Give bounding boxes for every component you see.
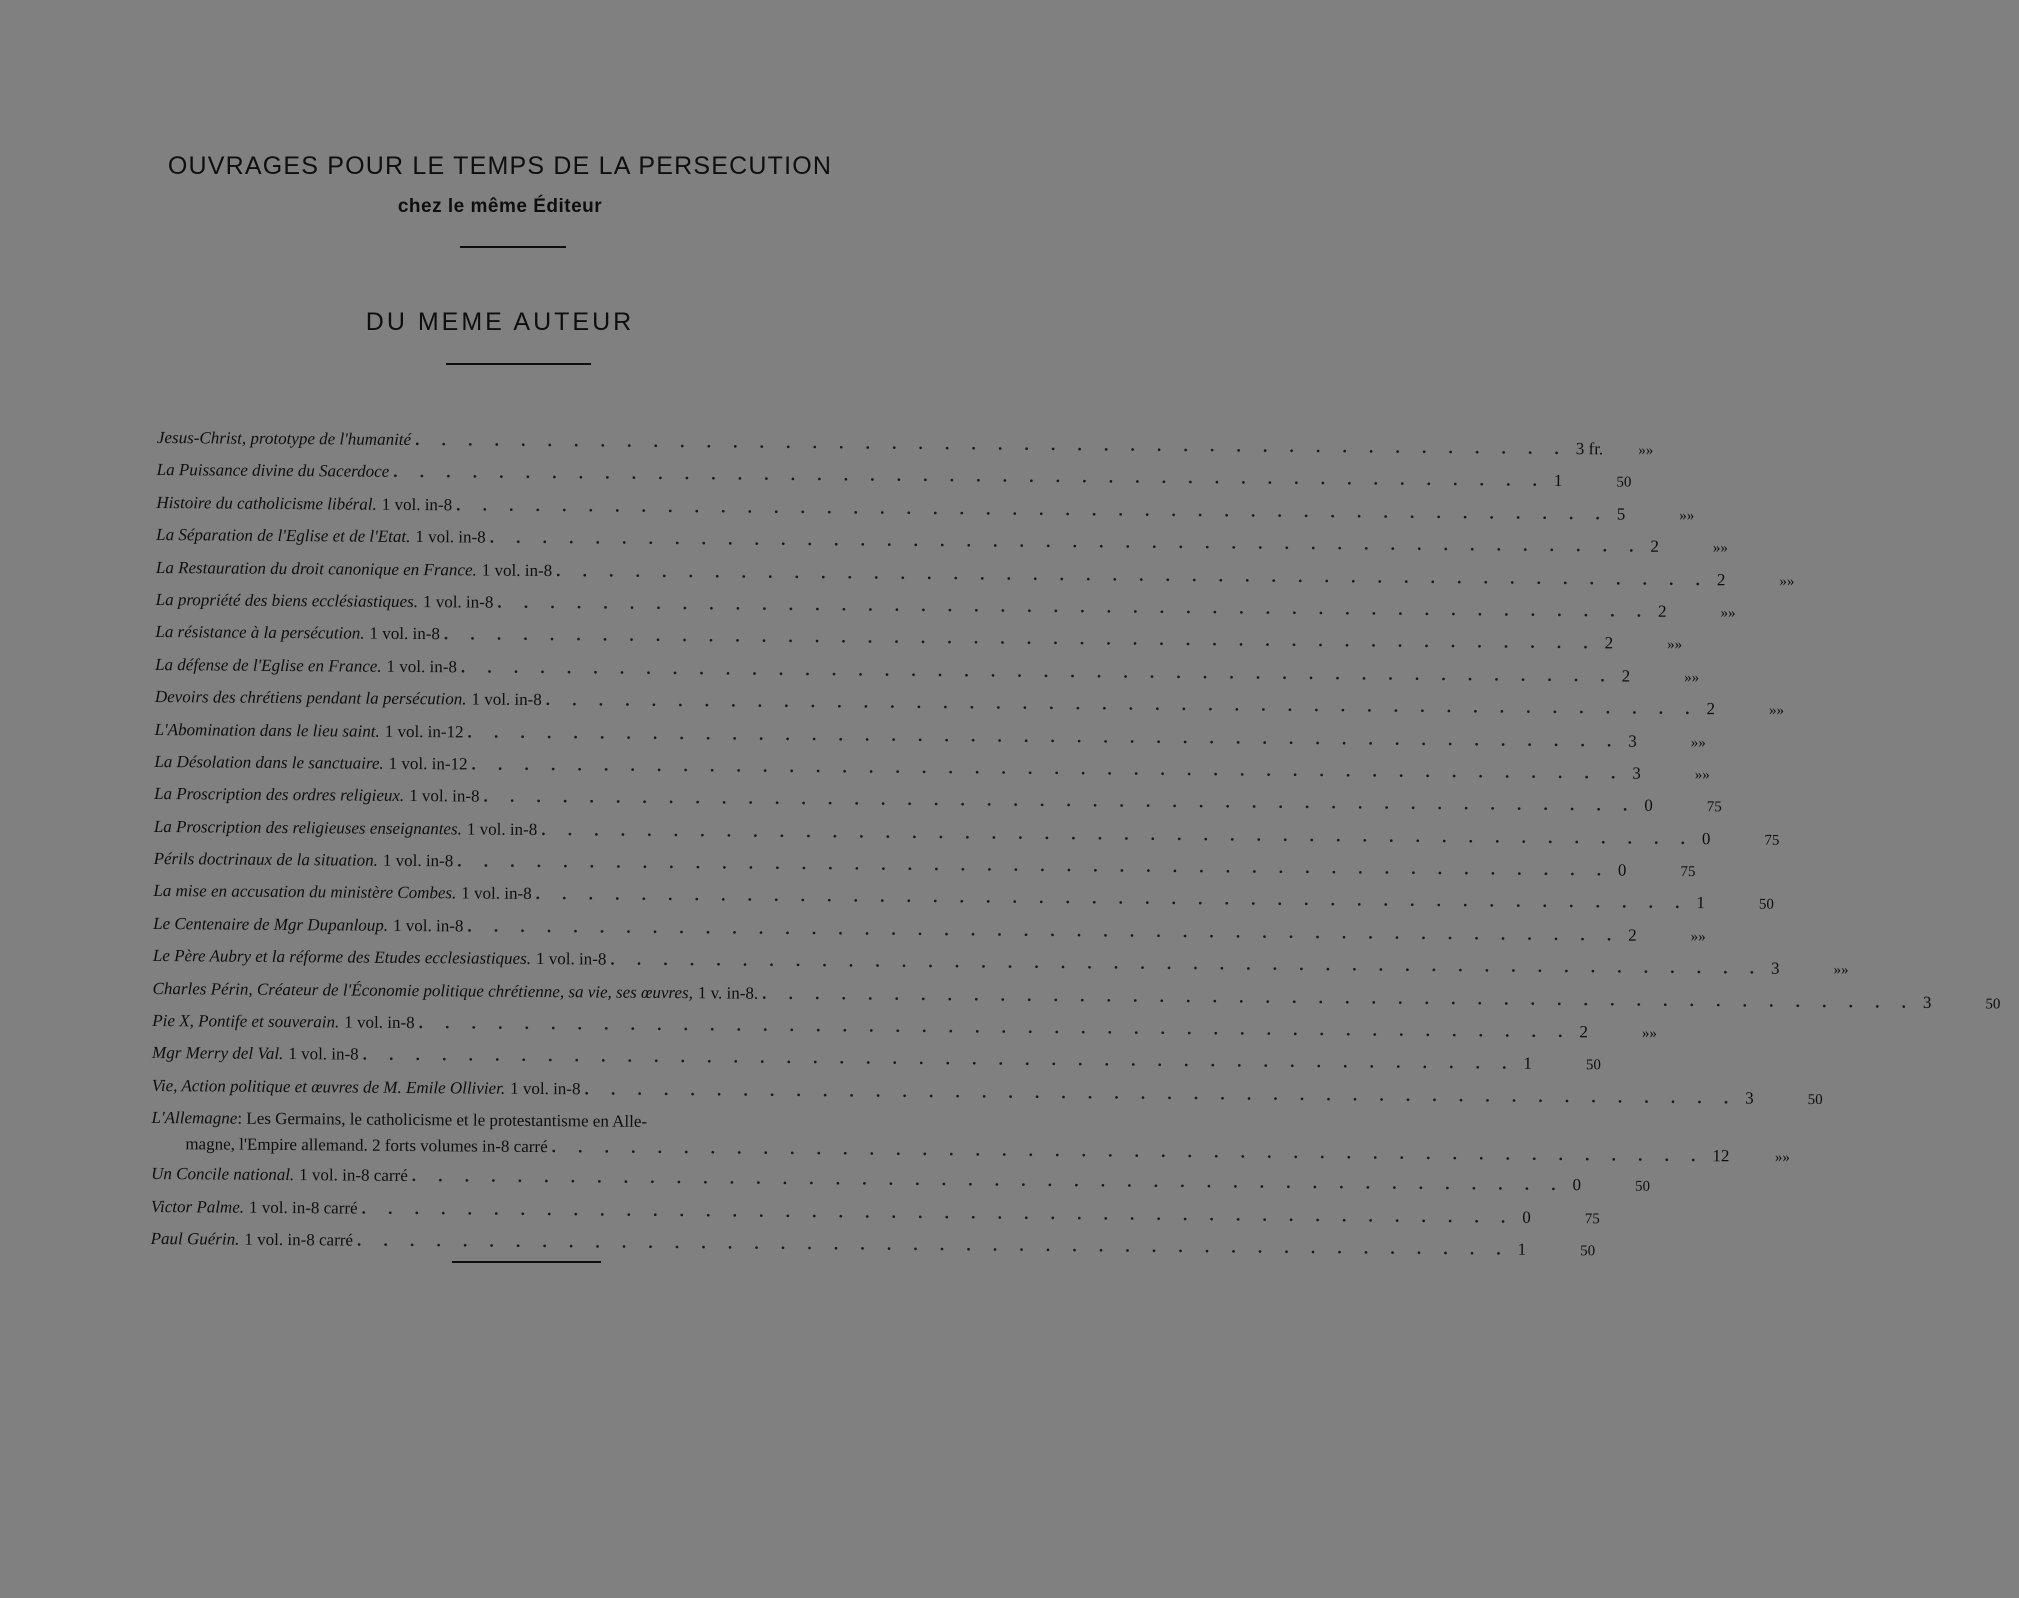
price-centimes: »»	[1641, 1025, 1657, 1042]
dot-leader: . . . . . . . . . . . . . . . . . . . . . . . . . . . . . . . . . . . . . . . . . . . .	[471, 754, 1625, 783]
dot-leader: . . . . . . . . . . . . . . . . . . . . . . . . . . . . . . . . . . . . . . . . . . . .	[483, 786, 1637, 815]
book-title: La résistance à la persécution.	[155, 622, 365, 643]
page-title: OUVRAGES POUR LE TEMPS DE LA PERSECUTION	[167, 152, 833, 180]
book-format: 1 vol. in-8	[386, 656, 458, 677]
dot-leader: . . . . . . . . . . . . . . . . . . . . . . . . . . . . . . . . . . . . . . . . . . . .	[356, 1230, 1510, 1259]
book-format: 1 vol. in-8	[344, 1012, 415, 1033]
book-title: Le Centenaire de Mgr Dupanloup.	[153, 913, 389, 935]
price-centimes: 50	[1634, 1178, 1651, 1195]
dot-leader: . . . . . . . . . . . . . . . . . . . . . . . . . . . . . . . . . . . . . . . . . . . .	[443, 624, 1597, 653]
book-format: 1 vol. in-8	[409, 786, 480, 806]
dot-leader: . . . . . . . . . . . . . . . . . . . . . . . . . . . . . . . . . . . . . . . . . . . .	[584, 1079, 1738, 1108]
price-francs: 0	[1617, 860, 1627, 880]
book-format: 1 vol. in-8	[422, 592, 494, 612]
price-francs: 3	[1632, 763, 1641, 783]
book-title: Un Concile national.	[151, 1164, 295, 1185]
dot-leader: . . . . . . . . . . . . . . . . . . . . . . . . . . . . . . . . . . . . . . . . . . . .	[497, 592, 1651, 621]
dot-leader: . . . . . . . . . . . . . . . . . . . . . . . . . . . . . . . . . . . . . . . . . . . .	[411, 1166, 1565, 1195]
dot-leader: . . . . . . . . . . . . . . . . . . . . . . . . . . . . . . . . . . . . . . . . . . . .	[541, 819, 1695, 848]
price-francs: 2	[1579, 1022, 1588, 1042]
dot-leader: . . . . . . . . . . . . . . . . . . . . . . . . . . . . . . . . . . . . . . . . . . . .	[551, 1137, 1705, 1166]
price-francs: 2	[1658, 601, 1667, 621]
price-francs: 2	[1604, 633, 1614, 653]
price-centimes: »»	[1720, 605, 1736, 622]
book-format: 1 vol. in-8	[510, 1078, 581, 1099]
book-format: 1 vol. in-8	[471, 689, 542, 710]
dot-leader: . . . . . . . . . . . . . . . . . . . . . . . . . . . . . . . . . . . . . . . . . . . .	[456, 495, 1609, 524]
price-centimes: 75	[1680, 864, 1696, 881]
divider-top	[460, 246, 566, 248]
book-title: Charles Périn, Créateur de l'Économie politique chrétienne, sa vie, ses œuvres,	[152, 978, 693, 1002]
book-title: Devoirs des chrétiens pendant la persécution.	[154, 687, 467, 709]
price-francs: 0	[1522, 1207, 1531, 1227]
price-centimes: »»	[1690, 928, 1706, 946]
price-francs: 0	[1644, 795, 1653, 816]
book-format: magne, l'Empire allemand. 2 forts volumes in-8 carré	[185, 1134, 548, 1157]
book-title: La propriété des biens ecclésiastiques.	[155, 589, 419, 612]
book-format: 1 vol. in-8	[415, 527, 486, 547]
book-title: Victor Palme.	[150, 1196, 245, 1217]
book-title: L'Allemagne	[151, 1108, 238, 1128]
divider-middle	[446, 363, 591, 365]
price-francs: 3	[1922, 992, 1932, 1012]
price-francs: 2	[1621, 666, 1631, 686]
book-title: La Proscription des ordres religieux.	[154, 784, 405, 806]
book-format: 1 vol. in-12	[388, 753, 468, 774]
price-centimes: »»	[1833, 962, 1849, 979]
book-title: Le Père Aubry et la réforme des Etudes ecclesiastiques.	[152, 946, 532, 969]
book-title: Histoire du catholicisme libéral.	[156, 492, 377, 514]
dot-leader: . . . . . . . . . . . . . . . . . . . . . . . . . . . . . . . . . . . . . . . . . . . .	[457, 851, 1611, 880]
price-francs: 0	[1572, 1175, 1582, 1195]
price-francs: 3	[1771, 958, 1780, 979]
book-format: 1 vol. in-8	[381, 494, 453, 515]
price-centimes: »»	[1638, 442, 1654, 459]
price-centimes: »»	[1679, 507, 1695, 524]
book-title: La défense de l'Eglise en France.	[155, 654, 382, 676]
book-title: La Désolation dans le sanctuaire.	[154, 751, 384, 773]
price-francs: 2	[1716, 569, 1726, 589]
price-francs: 1	[1553, 471, 1563, 491]
book-title: La Proscription des religieuses enseignantes.	[153, 816, 462, 839]
dot-leader: . . . . . . . . . . . . . . . . . . . . . . . . . . . . . . . . . . . . . . . . . . . .	[545, 690, 1699, 719]
book-format: 1 vol. in-8	[535, 949, 607, 969]
book-format: 1 vol. in-8	[481, 560, 553, 580]
price-centimes: 75	[1706, 799, 1722, 816]
dot-leader: . . . . . . . . . . . . . . . . . . . . . . . . . . . . . . . . . . . . . . . . . . . .	[610, 949, 1764, 978]
price-francs: 2	[1650, 536, 1660, 556]
book-description: : Les Germains, le catholicisme et le protestantisme en Alle-	[237, 1108, 648, 1132]
dot-leader: . . . . . . . . . . . . . . . . . . . . . . . . . . . . . . . . . . . . . . . . . . . .	[489, 527, 1643, 556]
book-format: 1 vol. in-8 carré	[244, 1229, 354, 1250]
dot-leader: . . . . . . . . . . . . . . . . . . . . . . . . . . . . . . . . . . . . . . . . . . . .	[361, 1198, 1515, 1227]
book-format: 1 v. in-8.	[697, 982, 759, 1003]
dot-leader: . . . . . . . . . . . . . . . . . . . . . . . . . . . . . . . . . . . . . . . . . . . .	[418, 1013, 1572, 1042]
price-francs: 1	[1696, 893, 1705, 913]
price-centimes: »»	[1690, 734, 1706, 751]
dot-leader: . . . . . . . . . . . . . . . . . . . . . . . . . . . . . . . . . . . . . . . . . . . .	[393, 462, 1547, 491]
dot-leader: . . . . . . . . . . . . . . . . . . . . . . . . . . . . . . . . . . . . . . . . . . . .	[415, 430, 1568, 459]
book-format: 1 vol. in-8	[393, 915, 464, 936]
book-list	[150, 428, 2001, 1267]
price-centimes: »»	[1779, 573, 1795, 590]
book-title: Périls doctrinaux de la situation.	[153, 849, 378, 870]
dot-leader: . . . . . . . . . . . . . . . . . . . . . . . . . . . . . . . . . . . . . . . . . . . .	[535, 884, 1689, 913]
price-centimes: »»	[1694, 766, 1710, 784]
dot-leader: . . . . . . . . . . . . . . . . . . . . . . . . . . . . . . . . . . . . . . . . . . . .	[362, 1045, 1516, 1074]
price-francs: 0	[1701, 828, 1711, 848]
price-centimes: 50	[1616, 474, 1632, 491]
book-title: La mise en accusation du ministère Combes.	[153, 881, 457, 903]
price-centimes: 75	[1584, 1210, 1600, 1227]
book-title: Vie, Action politique et œuvres de M. Emile Ollivier.	[151, 1075, 506, 1098]
price-centimes: 50	[1985, 996, 2001, 1013]
dot-leader: . . . . . . . . . . . . . . . . . . . . . . . . . . . . . . . . . . . . . . . . . . . .	[467, 916, 1621, 945]
price-centimes: »»	[1712, 540, 1728, 557]
book-format: 1 vol. in-8	[466, 819, 538, 839]
book-format: 1 vol. in-8	[461, 883, 532, 904]
dot-leader: . . . . . . . . . . . . . . . . . . . . . . . . . . . . . . . . . . . . . . . . . . . .	[460, 657, 1614, 686]
price-francs: 3	[1745, 1088, 1754, 1108]
book-title: La Puissance divine du Sacerdoce	[156, 460, 390, 482]
price-centimes: 50	[1758, 897, 1774, 914]
book-title: Jesus-Christ, prototype de l'humanité	[156, 428, 412, 449]
price-centimes: »»	[1684, 669, 1700, 686]
dot-leader: . . . . . . . . . . . . . . . . . . . . . . . . . . . . . . . . . . . . . . . . . . . .	[467, 721, 1621, 751]
price-centimes: 50	[1585, 1057, 1601, 1074]
price-centimes: 50	[1580, 1243, 1596, 1260]
price-centimes: »»	[1774, 1149, 1790, 1167]
publisher-subtitle: chez le même Éditeur	[397, 196, 603, 217]
price-francs: 2	[1706, 699, 1716, 719]
price-centimes: 50	[1807, 1091, 1823, 1108]
book-title: L'Abomination dans le lieu saint.	[154, 719, 380, 741]
price-francs: 2	[1628, 925, 1637, 945]
book-title: Mgr Merry del Val.	[152, 1043, 284, 1064]
price-francs: 5	[1616, 504, 1626, 524]
book-entry	[151, 1108, 1790, 1170]
book-title: La Séparation de l'Eglise et de l'Etat.	[156, 525, 411, 547]
section-heading: DU MEME AUTEUR	[365, 308, 635, 336]
book-format: 1 vol. in-12	[384, 721, 464, 741]
book-format: 1 vol. in-8	[382, 850, 454, 871]
book-title: Paul Guérin.	[150, 1228, 240, 1249]
price-centimes: 75	[1764, 832, 1780, 849]
price-centimes: »»	[1768, 702, 1785, 719]
book-format: 1 vol. in-8 carré	[248, 1197, 358, 1218]
book-format: 1 vol. in-8	[288, 1044, 359, 1065]
dot-leader: . . . . . . . . . . . . . . . . . . . . . . . . . . . . . . . . . . . . . . . . . . . .	[762, 983, 1915, 1012]
book-title: Pie X, Pontife et souverain.	[152, 1011, 340, 1032]
price-francs: 1	[1517, 1239, 1527, 1259]
price-francs: 12	[1712, 1146, 1730, 1166]
price-francs: 3 fr.	[1575, 439, 1604, 459]
price-centimes: »»	[1667, 637, 1683, 654]
book-format: 1 vol. in-8	[369, 624, 440, 644]
dot-leader: . . . . . . . . . . . . . . . . . . . . . . . . . . . . . . . . . . . . . . . . . . . .	[556, 560, 1709, 589]
price-francs: 1	[1523, 1054, 1532, 1074]
book-title: La Restauration du droit canonique en France.	[155, 557, 477, 580]
book-format: 1 vol. in-8 carré	[299, 1165, 408, 1186]
divider-bottom	[452, 1261, 601, 1263]
price-francs: 3	[1628, 731, 1637, 751]
